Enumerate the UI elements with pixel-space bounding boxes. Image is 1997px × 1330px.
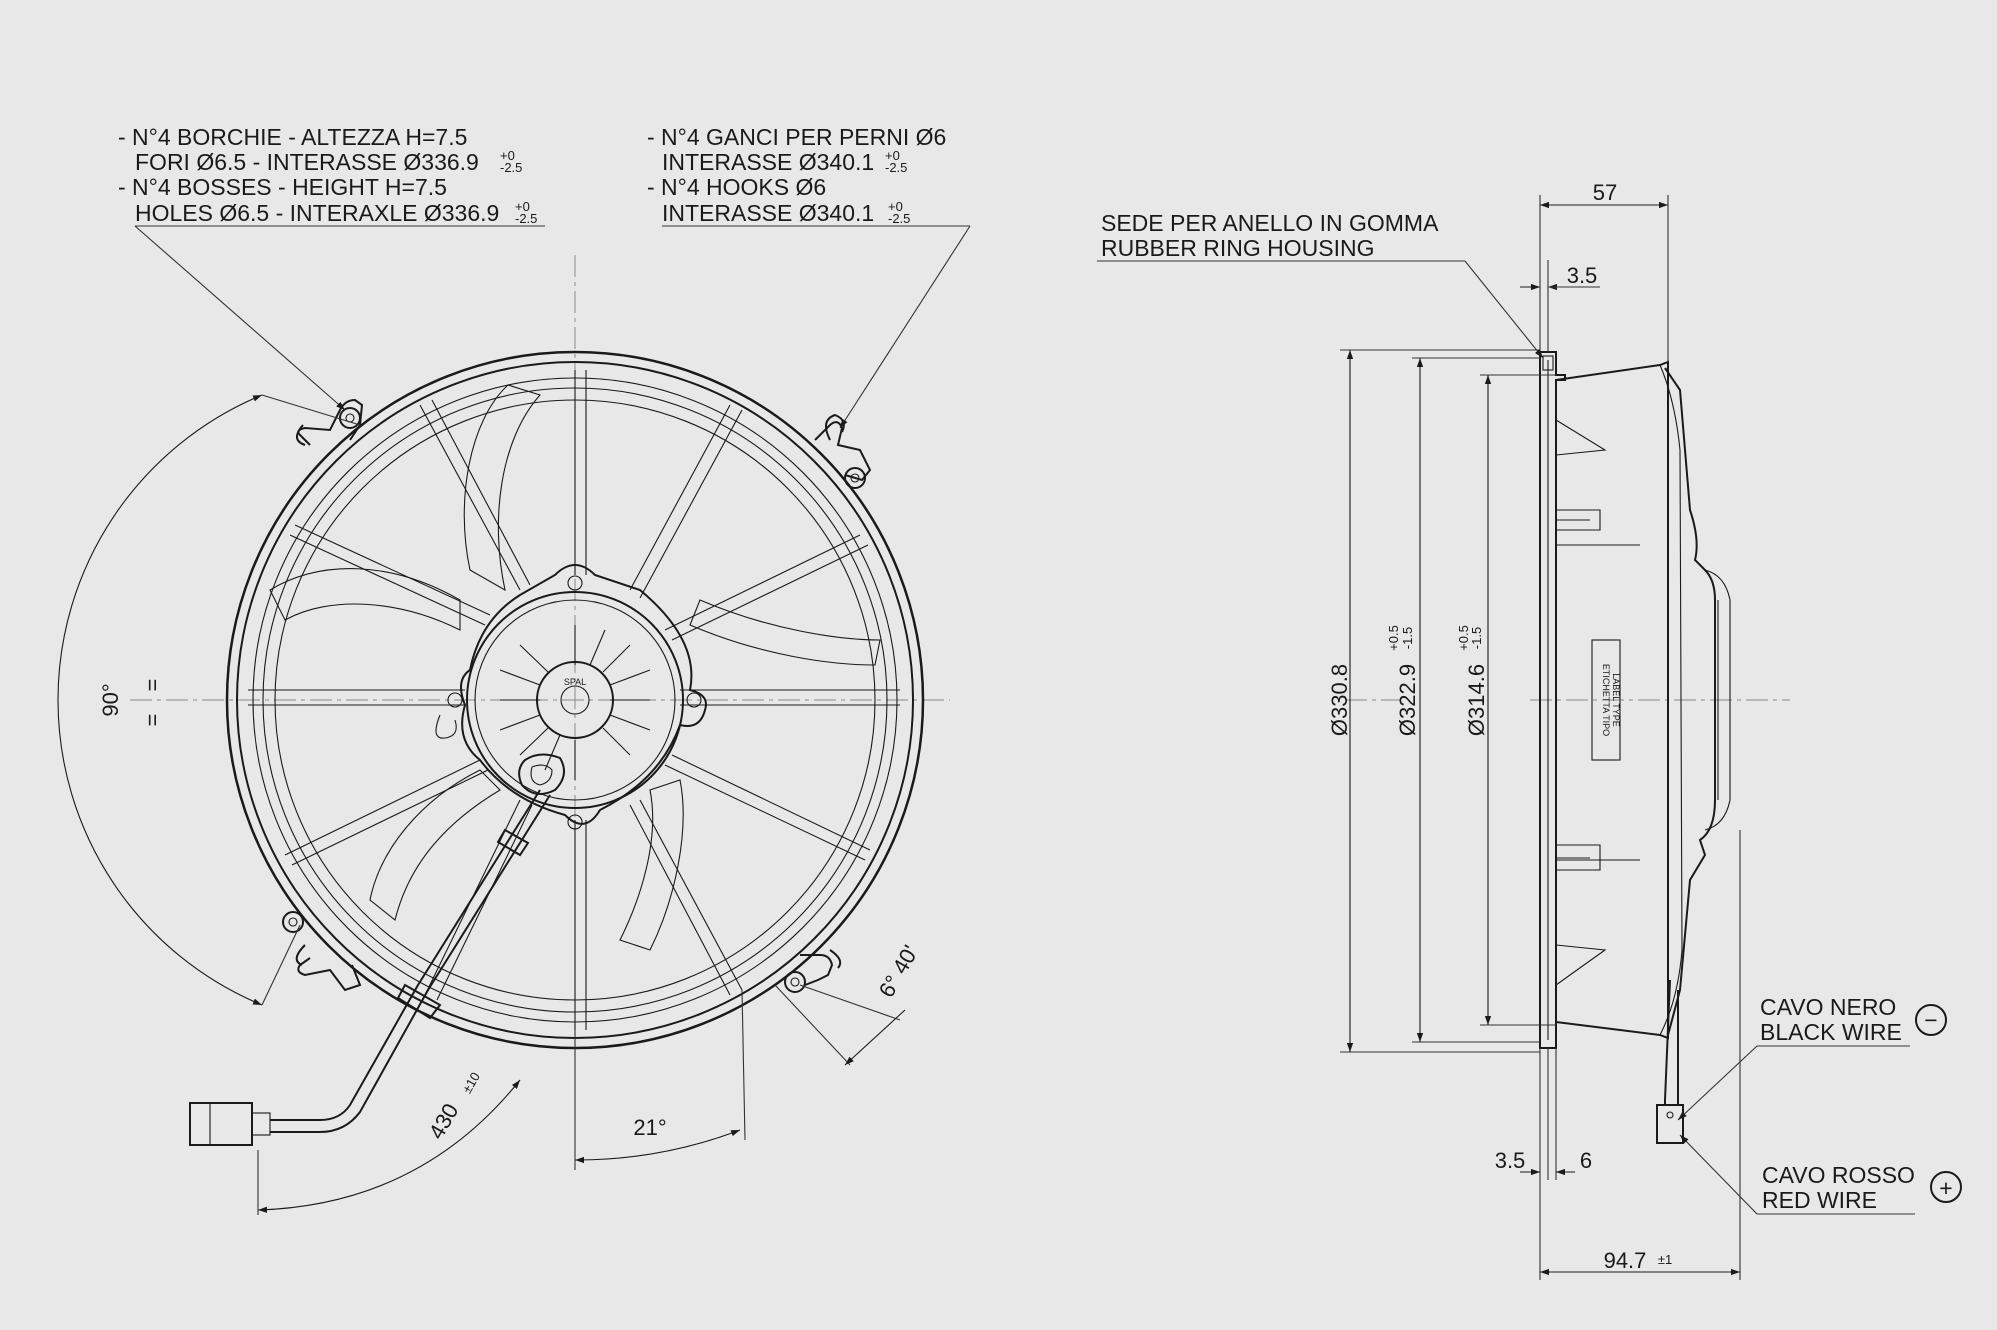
- dim-3-5-top: 3.5: [1566, 263, 1598, 288]
- cable-length-dimension: [258, 1070, 520, 1215]
- bosses-note-it-tol-lower: -2.5: [500, 160, 523, 175]
- label-type-en: LABEL TYPE: [1611, 673, 1621, 727]
- red-wire-note: [1680, 1135, 1961, 1214]
- hooks-note-it-tol-lower: -2.5: [885, 160, 908, 175]
- mounting-hooks: [297, 415, 844, 968]
- side-frame: [1540, 352, 1730, 1143]
- dim-57: 57: [1592, 180, 1618, 205]
- plus-sign: +: [1939, 1175, 1953, 1201]
- diameter-dimensions: [1327, 350, 1556, 1052]
- diameter-314-6-tol-lower: -1.5: [1469, 626, 1484, 650]
- diameter-322-9-tol-upper: +0.5: [1386, 625, 1401, 651]
- bosses-note-en-line2: HOLES Ø6.5 - INTERAXLE Ø336.9: [135, 200, 500, 226]
- rubber-ring-it: SEDE PER ANELLO IN GOMMA: [1101, 210, 1439, 236]
- bosses-note-it-line2: FORI Ø6.5 - INTERASSE Ø336.9: [135, 149, 479, 175]
- bosses-note-it-tol-upper: +0: [500, 148, 515, 163]
- cable-length-label: 430: [423, 1099, 464, 1144]
- hooks-note: [647, 124, 970, 428]
- diameter-330-8: Ø330.8: [1327, 663, 1352, 737]
- equal-mark-2: =: [140, 713, 165, 727]
- black-wire-en: BLACK WIRE: [1760, 1019, 1902, 1045]
- hooks-note-it-tol-upper: +0: [885, 148, 900, 163]
- rubber-ring-en: RUBBER RING HOUSING: [1101, 235, 1375, 261]
- hooks-note-en-line2: INTERASSE Ø340.1: [662, 200, 875, 226]
- dim-6: 6: [1579, 1148, 1593, 1173]
- rubber-ring-note: [1097, 210, 1543, 358]
- equal-mark-1: =: [140, 678, 165, 692]
- bosses-note-en-tol-lower: -2.5: [515, 211, 538, 226]
- angle-6-40-label: 6° 40': [873, 940, 924, 1002]
- red-wire-en: RED WIRE: [1762, 1187, 1877, 1213]
- bosses-note-en-tol-upper: +0: [515, 199, 530, 214]
- red-wire-it: CAVO ROSSO: [1762, 1162, 1915, 1188]
- hooks-note-it-line2: INTERASSE Ø340.1: [662, 149, 875, 175]
- motor-logo-text: SPAL: [563, 677, 587, 687]
- cable-length-tol: ±10: [459, 1069, 484, 1096]
- angle-21-label: 21°: [633, 1115, 667, 1140]
- mounting-bosses: [283, 400, 870, 992]
- hooks-note-en-line1: - N°4 HOOKS Ø6: [647, 174, 827, 200]
- bosses-note-it-line1: - N°4 BORCHIE - ALTEZZA H=7.5: [118, 124, 468, 150]
- hooks-note-en-tol-upper: +0: [888, 199, 903, 214]
- diameter-322-9: Ø322.9: [1395, 663, 1420, 737]
- dim-94-7-tol: ±1: [1657, 1252, 1673, 1267]
- diameter-314-6: Ø314.6: [1464, 663, 1489, 737]
- label-type-it: ETICHETTA TIPO: [1601, 663, 1611, 737]
- hooks-note-en-tol-lower: -2.5: [888, 211, 911, 226]
- dim-3-5-bottom: 3.5: [1494, 1148, 1526, 1173]
- dim-94-7: 94.7: [1603, 1248, 1647, 1273]
- black-wire-it: CAVO NERO: [1760, 994, 1897, 1020]
- black-wire-note: [1678, 994, 1946, 1120]
- diameter-314-6-tol-upper: +0.5: [1456, 625, 1471, 651]
- hooks-note-it-line1: - N°4 GANCI PER PERNI Ø6: [647, 124, 947, 150]
- diameter-322-9-tol-lower: -1.5: [1400, 626, 1415, 650]
- minus-sign: −: [1924, 1007, 1938, 1033]
- motor-hub: [436, 565, 706, 829]
- angle-90-label: 90°: [98, 683, 123, 717]
- bosses-note: [118, 124, 545, 410]
- front-view: [58, 124, 970, 1215]
- bosses-note-en-line1: - N°4 BOSSES - HEIGHT H=7.5: [118, 174, 447, 200]
- axial-dimensions: [1495, 180, 1740, 1280]
- side-view: [1097, 180, 1961, 1280]
- angle-6-40-dimension: [775, 941, 923, 1065]
